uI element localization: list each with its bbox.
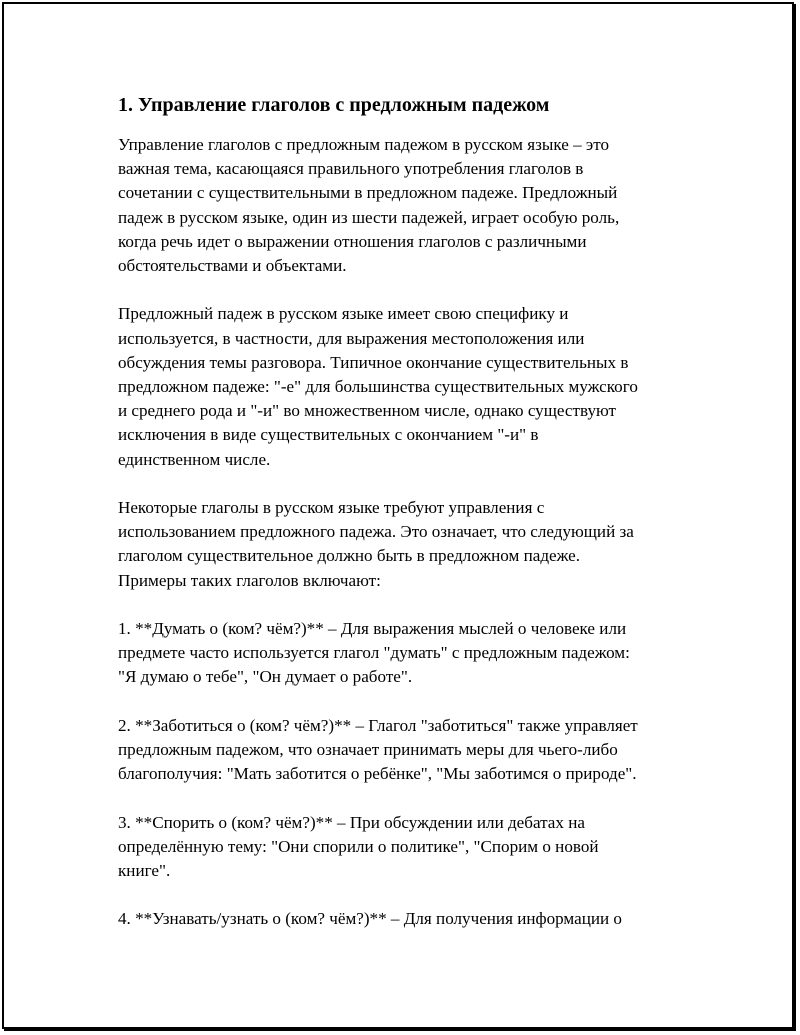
text-line: и среднего рода и "-и" во множественном числе, однако существуют — [118, 401, 617, 421]
text-line: предмете часто используется глагол "думать" с предложным падежом: — [118, 643, 630, 663]
text-line: предложным падежом, что означает принимать меры для чьего-либо — [118, 740, 618, 760]
text-line: Предложный падеж в русском языке имеет свою специфику и — [118, 304, 569, 324]
paragraph-case-specifics — [118, 302, 718, 471]
text-line: предложном падеже: "-е" для большинства существительных мужского — [118, 377, 638, 397]
list-item-think — [118, 617, 718, 690]
list-item-care — [118, 714, 718, 787]
text-line: глаголом существительное должно быть в предложном падеже. — [118, 546, 581, 566]
text-line: исключения в виде существительных с окончанием "-и" в — [118, 425, 539, 445]
text-line: определённую тему: "Они спорили о политике", "Спорим о новой — [118, 836, 599, 856]
text-line: благополучия: "Мать заботится о ребёнке", "Мы заботимся о природе". — [118, 764, 637, 784]
text-line: используется, в частности, для выражения местоположения или — [118, 328, 585, 348]
text-line: 4. **Узнавать/узнать о (ком? чём?)** – Для получения информации о — [118, 909, 622, 929]
text-line: обсуждения темы разговора. Типичное окончание существительных в — [118, 352, 629, 372]
text-line: Примеры таких глаголов включают: — [118, 570, 381, 590]
text-line: 2. **Заботиться о (ком? чём?)** – Глагол "заботиться" также управляет — [118, 715, 638, 735]
text-line: сочетании с существительными в предложном падеже. Предложный — [118, 183, 618, 203]
document-body — [118, 91, 718, 956]
text-line: Управление глаголов с предложным падежом в русском языке – это — [118, 135, 610, 154]
text-line: когда речь идет о выражении отношения глаголов с различными — [118, 231, 587, 251]
text-line: 1. **Думать о (ком? чём?)** – Для выражения мыслей о человеке или — [118, 619, 627, 639]
text-line: 3. **Спорить о (ком? чём?)** – При обсуждении или дебатах на — [118, 812, 585, 832]
list-item-learn — [118, 907, 718, 931]
list-item-argue — [118, 811, 718, 884]
text-line: книге". — [118, 861, 171, 881]
text-line: "Я думаю о тебе", "Он думает о работе". — [118, 667, 413, 687]
text-line: обстоятельствами и объектами. — [118, 256, 347, 276]
paragraph-verbs-intro — [118, 496, 718, 593]
text-line: единственном числе. — [118, 449, 271, 469]
text-line: использованием предложного падежа. Это означает, что следующий за — [118, 522, 634, 542]
text-line: Некоторые глаголы в русском языке требуют управления с — [118, 498, 545, 518]
text-line: важная тема, касающаяся правильного употребления глаголов в — [118, 159, 584, 179]
section-heading: 1. Управление глаголов с предложным падежом — [118, 94, 550, 116]
text-line: падеж в русском языке, один из шести падежей, играет особую роль, — [118, 207, 620, 227]
paragraph-intro — [118, 133, 718, 278]
